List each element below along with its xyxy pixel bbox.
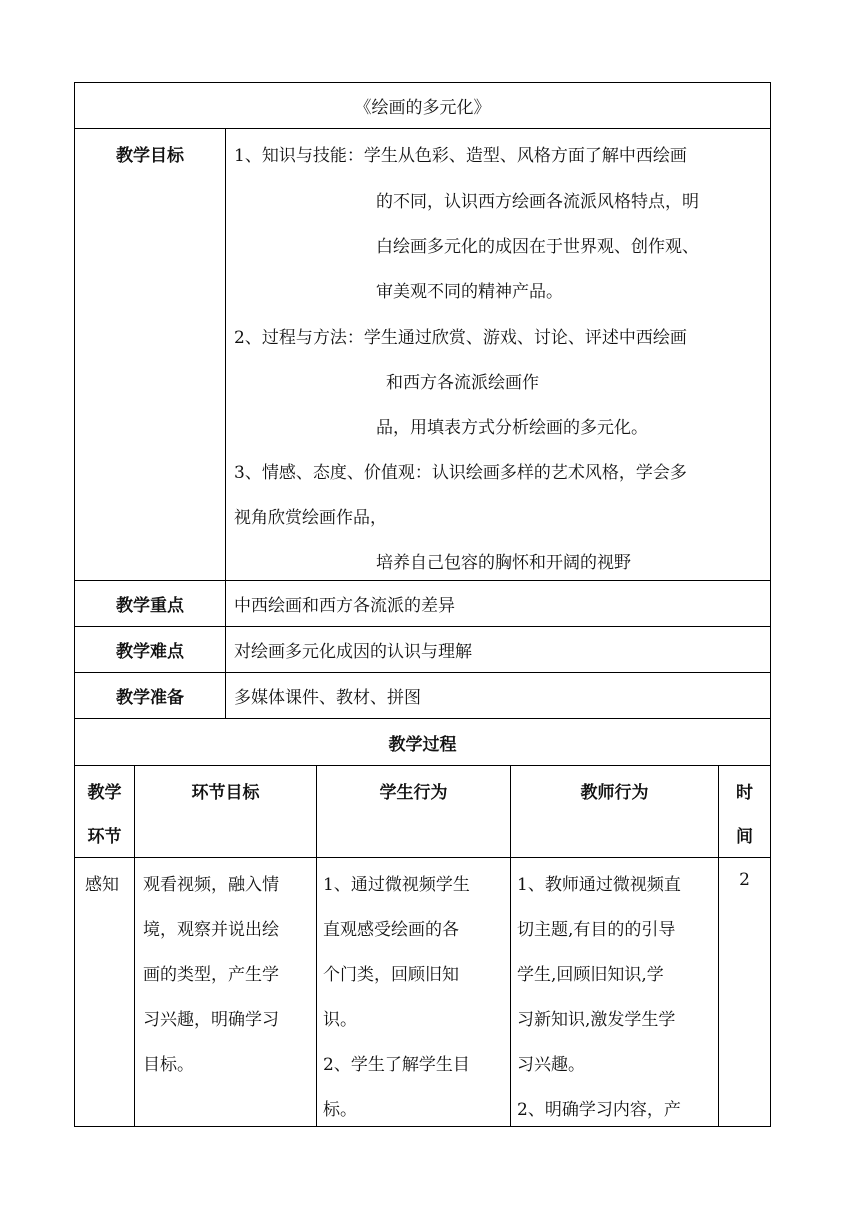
header-time bbox=[719, 766, 770, 857]
key-point-value: 中西绘画和西方各流派的差异 bbox=[234, 596, 455, 616]
student-cell-line: 识。 bbox=[323, 1010, 357, 1030]
goal-line: 3、情感、态度、价值观：认识绘画多样的艺术风格，学会多 bbox=[234, 463, 687, 483]
preparation-value: 多媒体课件、教材、拼图 bbox=[234, 688, 421, 708]
difficulty-label: 教学难点 bbox=[75, 627, 226, 672]
goal-line: 培养自己包容的胸怀和开阔的视野 bbox=[376, 553, 631, 573]
process-title-row bbox=[75, 719, 770, 766]
header-goal-text: 环节目标 bbox=[191, 783, 260, 803]
stage-cell bbox=[75, 858, 135, 1126]
header-teacher bbox=[511, 766, 719, 857]
teaching-goals-content bbox=[226, 129, 770, 580]
teacher-cell-line: 2、明确学习内容，产 bbox=[517, 1100, 681, 1120]
header-student-text: 学生行为 bbox=[379, 783, 448, 803]
goal-cell-line: 目标。 bbox=[143, 1055, 194, 1075]
student-cell-line: 个门类，回顾旧知 bbox=[323, 965, 459, 985]
goal-line: 2、过程与方法：学生通过欣赏、游戏、讨论、评述中西绘画 bbox=[234, 328, 687, 348]
header-time-line1: 时 bbox=[736, 783, 753, 803]
header-student bbox=[317, 766, 511, 857]
teacher-cell-line: 1、教师通过微视频直 bbox=[517, 875, 681, 895]
header-goal bbox=[135, 766, 317, 857]
goal-line: 的不同，认识西方绘画各流派风格特点，明 bbox=[376, 192, 699, 212]
key-point-label: 教学重点 bbox=[75, 581, 226, 626]
goal-line: 品，用填表方式分析绘画的多元化。 bbox=[376, 418, 648, 438]
student-cell-line: 标。 bbox=[323, 1100, 357, 1120]
teaching-goals-label: 教学目标 bbox=[75, 129, 226, 580]
goal-cell-line: 境，观察并说出绘 bbox=[143, 920, 279, 940]
teacher-cell bbox=[511, 858, 719, 1126]
key-point-row bbox=[75, 581, 770, 627]
student-cell-line: 2、学生了解学生目 bbox=[323, 1055, 470, 1075]
preparation-row bbox=[75, 673, 770, 719]
header-stage-line1: 教学 bbox=[87, 783, 122, 803]
goal-cell-line: 习兴趣，明确学习 bbox=[143, 1010, 279, 1030]
goal-line: 和西方各流派绘画作 bbox=[386, 373, 539, 393]
lesson-title-row bbox=[75, 83, 770, 129]
header-stage-line2: 环节 bbox=[87, 827, 122, 847]
preparation-label: 教学准备 bbox=[75, 673, 226, 718]
lesson-title: 《绘画的多元化》 bbox=[354, 98, 491, 118]
process-title: 教学过程 bbox=[388, 734, 457, 755]
process-row bbox=[75, 858, 770, 1126]
goal-cell-line: 画的类型，产生学 bbox=[143, 965, 279, 985]
lesson-plan-table bbox=[74, 82, 771, 1127]
header-teacher-text: 教师行为 bbox=[580, 783, 649, 803]
teacher-cell-line: 切主题,有目的的引导 bbox=[517, 920, 676, 940]
goal-line: 视角欣赏绘画作品， bbox=[234, 508, 387, 528]
teacher-cell-line: 习兴趣。 bbox=[517, 1055, 585, 1075]
goal-line: 1、知识与技能：学生从色彩、造型、风格方面了解中西绘画 bbox=[234, 146, 687, 166]
goal-cell-line: 观看视频，融入情 bbox=[143, 875, 279, 895]
time-cell bbox=[719, 858, 770, 1126]
stage-text: 感知 bbox=[85, 875, 119, 895]
header-time-line2: 间 bbox=[736, 827, 753, 847]
student-cell-line: 1、通过微视频学生 bbox=[323, 875, 470, 895]
student-cell-line: 直观感受绘画的各 bbox=[323, 920, 459, 940]
goal-cell bbox=[135, 858, 317, 1126]
time-value: 2 bbox=[739, 870, 750, 890]
student-cell bbox=[317, 858, 511, 1126]
difficulty-value: 对绘画多元化成因的认识与理解 bbox=[234, 642, 472, 662]
process-header-row bbox=[75, 766, 770, 858]
goal-line: 审美观不同的精神产品。 bbox=[376, 282, 563, 302]
goal-line: 白绘画多元化的成因在于世界观、创作观、 bbox=[376, 237, 699, 257]
teaching-goals-row bbox=[75, 129, 770, 581]
teacher-cell-line: 学生,回顾旧知识,学 bbox=[517, 965, 664, 985]
teacher-cell-line: 习新知识,激发学生学 bbox=[517, 1010, 676, 1030]
header-stage bbox=[75, 766, 135, 857]
difficulty-row bbox=[75, 627, 770, 673]
